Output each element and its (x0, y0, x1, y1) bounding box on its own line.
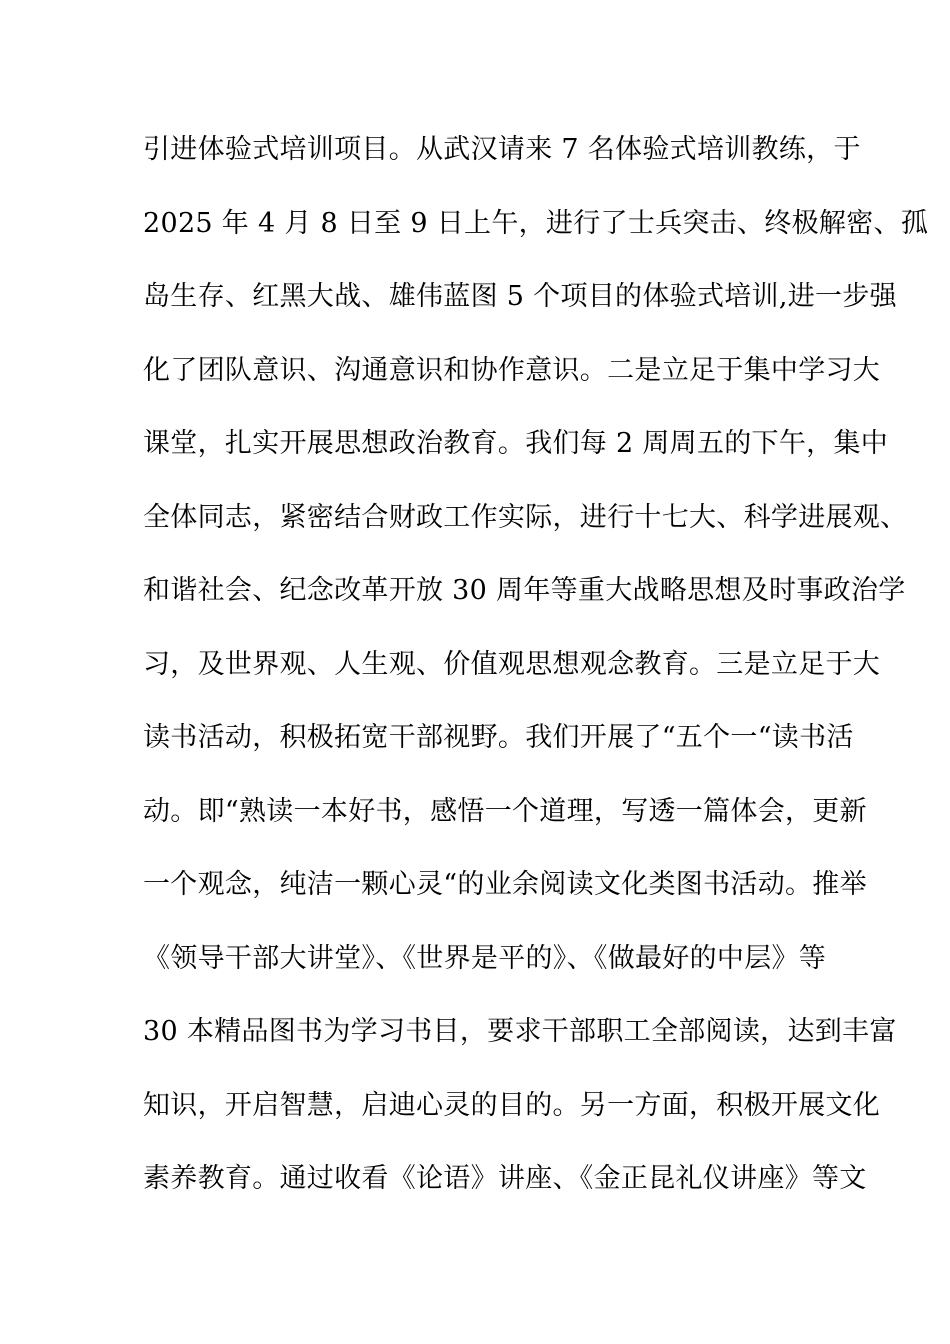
text-line: 习，及世界观、人生观、价值观思想观念教育。三是立足于大 (143, 648, 881, 680)
text-line: 动。即“熟读一本好书，感悟一个道理，写透一篇体会，更新 (143, 795, 867, 827)
text-line: 课堂，扎实开展思想政治教育。我们每 2 周周五的下午，集中 (143, 428, 889, 459)
text-line: 知识，开启智慧，启迪心灵的目的。另一方面，积极开展文化 (143, 1089, 881, 1121)
text-line: 岛生存、红黑大战、雄伟蓝图 5 个项目的体验式培训,进一步强 (143, 281, 897, 312)
text-line: 化了团队意识、沟通意识和协作意识。二是立足于集中学习大 (143, 354, 881, 386)
text-line: 和谐社会、纪念改革开放 30 周年等重大战略思想及时事政治学 (143, 575, 906, 606)
body-text (143, 130, 929, 1233)
text-line: 素养教育。通过收看《论语》讲座、《金正昆礼仪讲座》等文 (143, 1163, 867, 1194)
text-line: 一个观念，纯洁一颗心灵“的业余阅读文化类图书活动。推举 (143, 869, 867, 900)
text-line: 引进体验式培训项目。从武汉请来 7 名体验式培训教练，于 (143, 134, 861, 165)
text-line: 30 本精品图书为学习书目，要求干部职工全部阅读，达到丰富 (143, 1016, 897, 1047)
text-line: 全体同志，紧密结合财政工作实际，进行十七大、科学进展观、 (143, 501, 908, 533)
text-line: 2025 年 4 月 8 日至 9 日上午，进行了士兵突击、终极解密、孤 (143, 207, 929, 239)
text-line: 读书活动，积极拓宽干部视野。我们开展了“五个一“读书活 (143, 722, 854, 753)
text-line: 《领导干部大讲堂》、《世界是平的》、《做最好的中层》等 (143, 942, 827, 974)
